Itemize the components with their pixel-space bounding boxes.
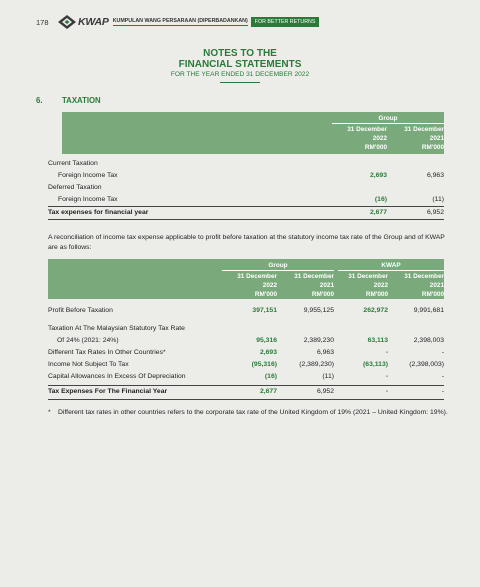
col-header-line3: RM'000 (365, 291, 388, 298)
group-2022: 397,151 (252, 307, 277, 314)
kwap-2021: - (441, 349, 444, 356)
total-label: Tax Expenses For The Financial Year (48, 388, 168, 395)
table-row (48, 359, 444, 371)
group-2022: 95,316 (256, 337, 277, 344)
company-name: KUMPULAN WANG PERSARAAN (DIPERBADANKAN) (112, 18, 248, 24)
group-2021: 9,955,125 (303, 307, 334, 314)
page-number: 178 (36, 17, 49, 27)
group-header: Group (222, 262, 334, 271)
notes-title (0, 48, 480, 70)
notes-title-line1: NOTES TO THE (203, 48, 277, 59)
table-row (58, 194, 444, 206)
title-divider (220, 82, 260, 83)
kwap-2022: 63,113 (367, 337, 388, 344)
total-row (48, 385, 444, 400)
col-header-line2: 2022 (372, 135, 387, 142)
kwap-2022: - (385, 349, 388, 356)
total-2022: 2,677 (369, 209, 387, 216)
profit-row (48, 305, 444, 317)
value-2022: 2,693 (369, 172, 387, 179)
kwap-header: KWAP (338, 262, 444, 271)
footnote (48, 408, 448, 418)
col-header-line2: 2022 (262, 282, 277, 289)
col-header-line1: 31 December (348, 273, 388, 280)
col-header-line2: 2022 (373, 282, 388, 289)
row-label: Taxation At The Malaysian Statutory Tax Rate (48, 325, 185, 332)
group-2022: 2,677 (259, 388, 277, 395)
kwap-logo-icon (58, 15, 76, 29)
col-header-line2: 2021 (429, 282, 444, 289)
row-label: Current Taxation (48, 160, 98, 167)
kwap-2021: (2,398,003) (409, 361, 444, 368)
page-header (36, 12, 456, 32)
kwap-2021: 2,398,003 (413, 337, 444, 344)
row-label: Of 24% (2021: 24%) (57, 337, 119, 344)
value-2021: (11) (432, 196, 444, 203)
reconciliation-paragraph: A reconciliation of income tax expense applicable to profit before taxation at the statutory income tax rate of the Group and of KWAP are as follows: (48, 234, 445, 251)
section-title: TAXATION (62, 96, 101, 105)
col-header-line2: 2021 (319, 282, 334, 289)
col-header-line3: RM'000 (254, 291, 277, 298)
value-2021: 6,963 (426, 172, 444, 179)
table-row (48, 347, 444, 359)
group-2021: 6,952 (316, 388, 334, 395)
col-header-line3: RM'000 (311, 291, 334, 298)
col-header-line1: 31 December (237, 273, 277, 280)
col-header-line1: 31 December (347, 126, 387, 133)
row-label: Capital Allowances In Excess Of Depreciation (48, 373, 186, 380)
col-header-line1: 31 December (404, 126, 444, 133)
total-row (48, 206, 444, 220)
table-row (48, 335, 444, 347)
reconciliation-table (48, 259, 444, 400)
col-header-line3: RM'000 (421, 291, 444, 298)
value-2022: (16) (374, 196, 387, 203)
tagline-badge: FOR BETTER RETURNS (251, 17, 320, 27)
kwap-logo (58, 15, 109, 29)
notes-title-line2: FINANCIAL STATEMENTS (178, 59, 302, 70)
row-label: Different Tax Rates In Other Countries* (48, 349, 166, 356)
section-heading (36, 96, 101, 105)
row-label: Deferred Taxation (48, 184, 102, 191)
row-label: Foreign Income Tax (58, 196, 118, 203)
kwap-2022: - (385, 388, 388, 395)
col-header-line2: 2021 (429, 135, 444, 142)
kwap-2022: 262,972 (363, 307, 388, 314)
col-header-line1: 31 December (294, 273, 334, 280)
table-header (48, 259, 444, 299)
table-row (48, 323, 444, 335)
table-row (48, 182, 444, 194)
group-2021: 6,963 (316, 349, 334, 356)
table-row (48, 371, 444, 383)
group-2021: (2,389,230) (299, 361, 334, 368)
kwap-2022: (63,113) (363, 361, 388, 368)
total-label: Tax expenses for financial year (48, 209, 149, 216)
section-number: 6. (36, 96, 43, 105)
total-2021: 6,952 (426, 209, 444, 216)
footnote-text: Different tax rates in other countries refers to the corporate tax rate of the United Kingdom of 19% (2021 – United Kingdom: 19%). (58, 409, 448, 416)
notes-subtitle: FOR THE YEAR ENDED 31 DECEMBER 2022 (170, 71, 310, 78)
col-header-line3: RM'000 (421, 144, 444, 151)
col-header-line3: RM'000 (364, 144, 387, 151)
table-header (62, 112, 444, 154)
group-2021: (11) (322, 373, 334, 380)
table-row (58, 170, 444, 182)
row-label: Income Not Subject To Tax (48, 361, 129, 368)
col-header-line1: 31 December (404, 273, 444, 280)
logo-text: KWAP (78, 16, 109, 28)
kwap-2022: - (385, 373, 388, 380)
kwap-2021: - (441, 373, 444, 380)
group-2022: (16) (264, 373, 277, 380)
kwap-2021: 9,991,681 (413, 307, 444, 314)
taxation-table (48, 112, 444, 220)
group-2022: 2,693 (259, 349, 277, 356)
row-label: Foreign Income Tax (58, 172, 118, 179)
table-row (48, 158, 444, 170)
group-header: Group (332, 115, 444, 124)
group-2022: (95,316) (251, 361, 277, 368)
group-2021: 2,389,230 (303, 337, 334, 344)
kwap-2021: - (441, 388, 444, 395)
row-label: Profit Before Taxation (48, 307, 113, 314)
footnote-marker: * (48, 409, 51, 416)
